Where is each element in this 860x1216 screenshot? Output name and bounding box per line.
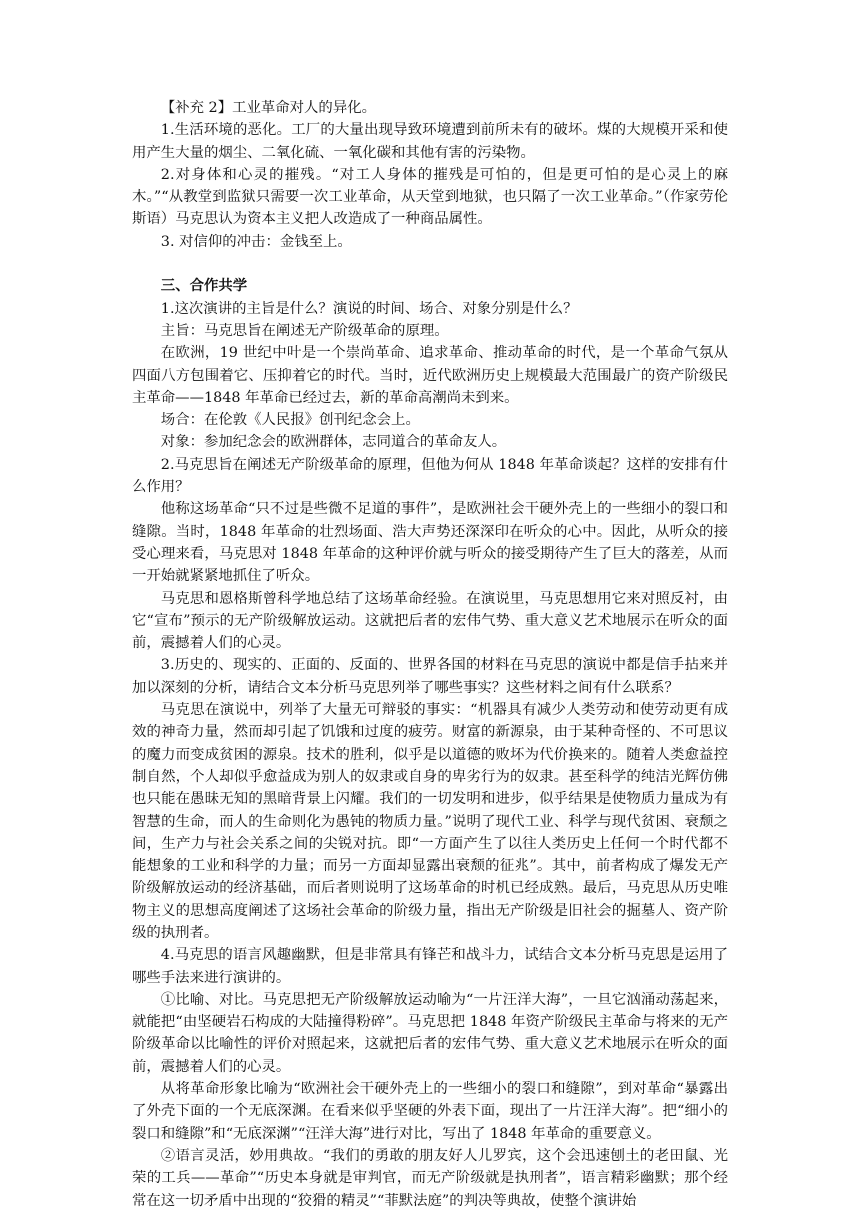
answer-2-paragraph-1: 他称这场革命“只不过是些微不足道的事件”，是欧洲社会干硬外壳上的一些细小的裂口和缝隙。当时，1848 年革命的壮烈场面、浩大声势还深深印在听众的心中。因此，从听众的接受心理来看，马克思对 1848 年革命的这种评价就与听众的接受期待产生了巨大的落差，从而一开始就紧紧地抓住了听众。 (132, 501, 728, 585)
answer-1-theme: 主旨：马克思旨在阐述无产阶级革命的原理。 (160, 322, 449, 339)
supplement-point-1: 1.生活环境的恶化。工厂的大量出现导致环境遭到前所未有的破坏。煤的大规模开采和使用产生大量的烟尘、二氧化硫、一氧化碳和其他有害的污染物。 (132, 122, 728, 161)
answer-4-paragraph-2: 从将革命形象比喻为“欧洲社会干硬外壳上的一些细小的裂口和缝隙”，到对革命“暴露出了外壳下面的一个无底深渊。在看来似乎坚硬的外表下面，现出了一片汪洋大海”。把“细小的裂口和缝隙”和“无底深渊”“汪洋大海”进行对比，写出了 1848 年革命的重要意义。 (132, 1081, 728, 1142)
answer-4-paragraph-1: ①比喻、对比。马克思把无产阶级解放运动喻为“一片汪洋大海”，一旦它汹涌动荡起来，就能把“由坚硬岩石构成的大陆撞得粉碎”。马克思把 1848 年资产阶级民主革命与将来的无产阶级革命以比喻性的评价对照起来，这就把后者的宏伟气势、重大意义艺术地展示在听众的面前，震撼着人们的心灵。 (132, 991, 728, 1075)
question-4: 4.马克思的语言风趣幽默，但是非常具有锋芒和战斗力，试结合文本分析马克思是运用了哪些手法来进行演讲的。 (132, 947, 728, 986)
supplement-point-2: 2.对身体和心灵的摧残。“对工人身体的摧残是可怕的，但是更可怕的是心灵上的麻木。”“从教堂到监狱只需要一次工业革命，从天堂到地狱，也只隔了一次工业革命。”（作家劳伦斯语）马克思认为资本主义把人改造成了一种商品属性。 (132, 166, 728, 228)
section-heading: 三、合作共学 (160, 277, 248, 295)
answer-1-audience: 对象：参加纪念会的欧洲群体，志同道合的革命友人。 (160, 434, 507, 451)
supplement-title: 【补充 2】工业革命对人的异化。 (160, 100, 376, 116)
answer-3: 马克思在演说中，列举了大量无可辩驳的事实：“机器具有减少人类劳动和使劳动更有成效的神奇力量，然而却引起了饥饿和过度的疲劳。财富的新源泉，由于某种奇怪的、不可思议的魔力而变成贫困的源泉。技术的胜利，似乎是以道德的败坏为代价换来的。随着人类愈益控制自然，个人却似乎愈益成为别人的奴隶或自身的卑劣行为的奴隶。甚至科学的纯洁光辉仿佛也只能在愚昧无知的黑暗背景上闪耀。我们的一切发明和进步，似乎结果是使物质力量成为有智慧的生命，而人的生命则化为愚钝的物质力量。”说明了现代工业、科学与现代贫困、衰颓之间，生产力与社会关系之间的尖锐对抗。即“一方面产生了以往人类历史上任何一个时代都不能想象的工业和科学的力量；而另一方面却显露出衰颓的征兆”。其中，前者构成了爆发无产阶级解放运动的经济基础，而后者则说明了这场革命的时机已经成熟。最后，马克思从历史唯物主义的思想高度阐述了这场社会革命的阶级力量，指出无产阶级是旧社会的掘墓人、资产阶级的执刑者。 (132, 702, 728, 941)
answer-2-paragraph-2: 马克思和恩格斯曾科学地总结了这场革命经验。在演说里，马克思想用它来对照反衬，由它“宣布”预示的无产阶级解放运动。这就把后者的宏伟气势、重大意义艺术地展示在听众的面前，震撼着人们的心灵。 (132, 590, 728, 652)
answer-1-time: 在欧洲，19 世纪中叶是一个崇尚革命、追求革命、推动革命的时代，是一个革命气氛从四面八方包围着它、压抑着它的时代。当时，近代欧洲历史上规模最大范围最广的资产阶级民主革命——1848 年革命已经过去，新的革命高潮尚未到来。 (132, 345, 728, 406)
question-3: 3.历史的、现实的、正面的、反面的、世界各国的材料在马克思的演说中都是信手拈来并加以深刻的分析，请结合文本分析马克思列举了哪些事实？这些材料之间有什么联系？ (132, 657, 728, 696)
answer-4-paragraph-3: ②语言灵活，妙用典故。“我们的勇敢的朋友好人儿罗宾，这个会迅速刨土的老田鼠、光荣的工兵——革命”“历史本身就是审判官，而无产阶级就是执刑者”，语言精彩幽默；那个经常在这一切矛盾中出现的“狡猾的精灵”“菲默法庭”的判决等典故，使整个演讲始 (132, 1147, 728, 1209)
answer-1-place: 场合：在伦敦《人民报》创刊纪念会上。 (160, 412, 420, 429)
question-1: 1.这次演讲的主旨是什么？演说的时间、场合、对象分别是什么？ (160, 300, 578, 317)
blank-line (132, 253, 728, 275)
supplement-point-3: 3. 对信仰的冲击：金钱至上。 (160, 233, 352, 250)
document-body (132, 97, 728, 1212)
question-2: 2.马克思旨在阐述无产阶级革命的原理，但他为何从 1848 年革命谈起？这样的安排有什么作用？ (132, 456, 728, 496)
